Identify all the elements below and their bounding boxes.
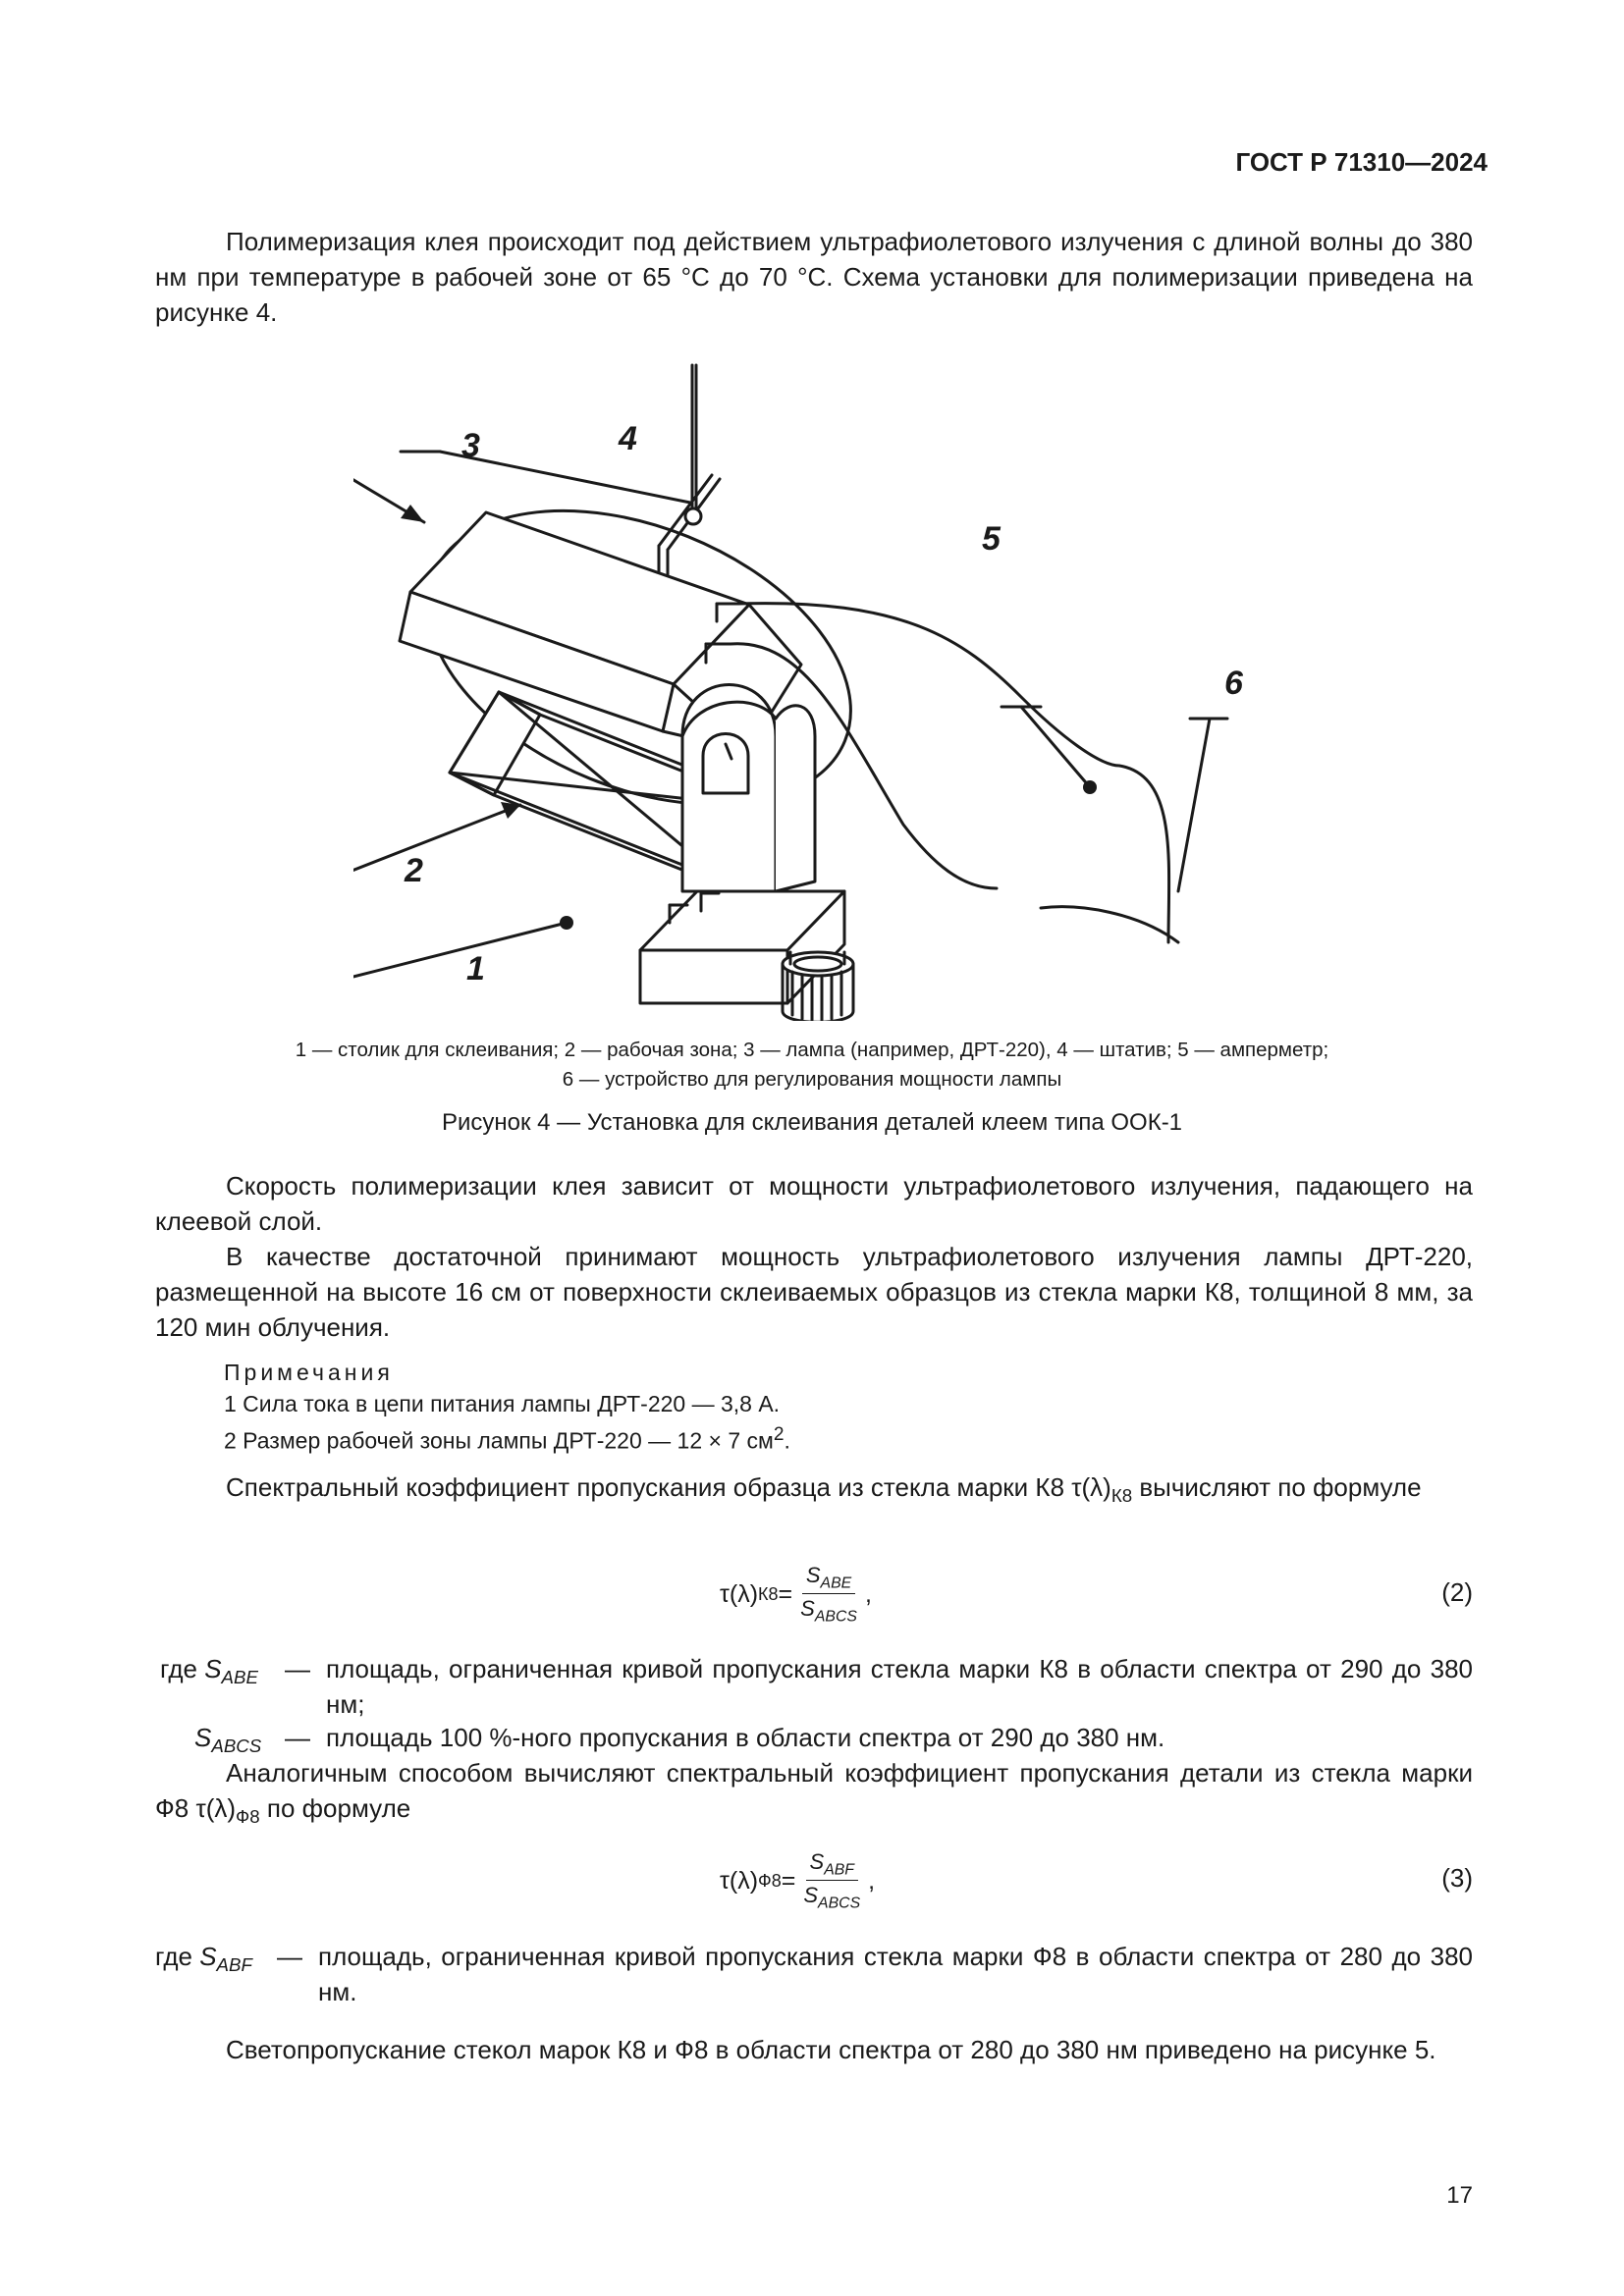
formula-2-tail: , (864, 1579, 872, 1608)
notes-block (224, 1357, 790, 1457)
leader-2 (353, 805, 520, 883)
para4-text: Аналогичным способом вычисляют спектральный коэффициент пропускания детали из стекла марки Ф8 τ(λ) (155, 1758, 1473, 1823)
intro-text: Полимеризация клея происходит под действием ультрафиолетового излучения с длиной волны до 380 нм при температуре в рабочей зоне от 65 °С до 70 °С. Схема установки для полимеризации приведена на рисунке 4. (155, 227, 1473, 327)
figure-label-1: 1 (466, 950, 485, 988)
where-2-symbol-2: S (194, 1723, 212, 1752)
where-2-symbol-1: S (204, 1654, 222, 1683)
formula-2-den-sub: ABCS (814, 1608, 857, 1626)
note-2-sup: 2 (773, 1424, 785, 1445)
where-3-symbol-1-sub: ABF (216, 1954, 252, 1976)
para4-end: по формуле (259, 1793, 411, 1823)
document-header: ГОСТ Р 71310—2024 (1235, 147, 1488, 177)
formula-3 (720, 1849, 875, 1913)
para3-text: Спектральный коэффициент пропускания образца из стекла марки К8 τ(λ) (226, 1472, 1111, 1502)
paragraph-light-transmission (155, 2032, 1473, 2067)
para2-text: В качестве достаточной принимают мощность ультрафиолетового излучения лампы ДРТ-220, размещенной на высоте 16 см от поверхности склеиваемых образцов из стекла марки К8, толщиной 8 мм, за 120 мин облучения. (155, 1242, 1473, 1342)
figure-label-3: 3 (461, 427, 480, 464)
formula-2-eq: = (778, 1579, 793, 1608)
paragraph-k8-coefficient (155, 1469, 1473, 1514)
figure-4-diagram (353, 353, 1276, 1021)
formula-3-den-sub: ABCS (818, 1895, 861, 1912)
formula-3-number: (3) (1441, 1863, 1473, 1893)
lamp-wire-3 (1041, 907, 1178, 942)
where-2-symbol-1-sub: ABE (221, 1667, 258, 1688)
para3-end: вычисляют по формуле (1132, 1472, 1422, 1502)
figure-label-5: 5 (982, 520, 1001, 558)
figure-label-6: 6 (1224, 665, 1243, 702)
where-2-symbol-2-sub: ABCS (211, 1735, 262, 1757)
formula-2-lhs-sub: К8 (758, 1583, 779, 1604)
formula-2-number: (2) (1441, 1577, 1473, 1607)
formula-3-lhs: τ(λ) (720, 1866, 759, 1895)
power-regulator (783, 952, 853, 1021)
stand (659, 365, 720, 595)
formula-3-den: S (803, 1883, 819, 1908)
where-2-definition-1: площадь, ограниченная кривой пропускания стекла марки К8 в области спектра от 290 до 380 нм; (326, 1654, 1473, 1719)
leader-1 (353, 923, 567, 982)
where-2-dash-2: — (285, 1723, 310, 1752)
where-3-dash-1: — (277, 1942, 302, 1971)
note-1: 1 Сила тока в цепи питания лампы ДРТ-220 — 3,8 А. (224, 1391, 781, 1416)
where-2-dash-1: — (285, 1654, 310, 1683)
where-3-prefix (155, 1939, 252, 1983)
paragraph-polymerization-speed (155, 1168, 1473, 1239)
para3-sub: К8 (1110, 1485, 1133, 1507)
formula-2-fraction (796, 1563, 861, 1627)
note-2-text: 2 Размер рабочей зоны лампы ДРТ-220 — 12 × 7 см (224, 1427, 774, 1454)
formula-3-lhs-sub: Ф8 (758, 1870, 782, 1891)
formula-3-eq: = (781, 1866, 796, 1895)
figure-legend-line-1: 1 — столик для склеивания; 2 — рабочая зона; 3 — лампа (например, ДРТ-220), 4 — штатив; 5 — амперметр; (295, 1039, 1329, 1061)
figure-caption: Рисунок 4 — Установка для склеивания деталей клеем типа ООК-1 (441, 1109, 1183, 1136)
note-2 (224, 1419, 790, 1457)
formula-3-tail: , (868, 1866, 876, 1895)
para5-text: Светопропускание стекол марок К8 и Ф8 в области спектра от 280 до 380 нм приведено на рисунке 5. (226, 2035, 1436, 2064)
leader-6 (1178, 719, 1210, 891)
formula-2-num-sub: ABE (820, 1575, 852, 1592)
formula-2-lhs: τ(λ) (720, 1579, 759, 1608)
formula-3-num-sub: ABF (824, 1861, 854, 1879)
where-2-prefix-text: где (160, 1654, 197, 1683)
para4-sub: Ф8 (236, 1806, 260, 1828)
formula-2-num: S (805, 1563, 821, 1587)
formula-2-den: S (800, 1596, 815, 1622)
intro-paragraph (155, 224, 1473, 330)
formula-2 (720, 1563, 872, 1627)
figure-label-2: 2 (405, 852, 423, 889)
where-3-prefix-text: где (155, 1942, 192, 1971)
where-2-definition-2: площадь 100 %-ного пропускания в области спектра от 290 до 380 нм. (326, 1723, 1165, 1752)
page-number: 17 (1446, 2182, 1473, 2209)
formula-3-fraction (799, 1849, 864, 1913)
formula-3-num: S (809, 1849, 825, 1874)
para1-text: Скорость полимеризации клея зависит от мощности ультрафиолетового излучения, падающего на клеевой слой. (155, 1171, 1473, 1236)
paragraph-sufficient-power (155, 1239, 1473, 1345)
notes-title: Примечания (224, 1360, 394, 1385)
figure-label-4: 4 (619, 420, 637, 457)
where-2-prefix (160, 1651, 258, 1695)
figure-legend-line-2: 6 — устройство для регулирования мощности лампы (562, 1068, 1062, 1091)
where-3-symbol-1: S (199, 1942, 217, 1971)
where-3-definition-1: площадь, ограниченная кривой пропускания стекла марки Ф8 в области спектра от 280 до 380 нм. (318, 1942, 1473, 2006)
note-2-end: . (784, 1427, 790, 1454)
paragraph-f8-coefficient (155, 1755, 1473, 1835)
